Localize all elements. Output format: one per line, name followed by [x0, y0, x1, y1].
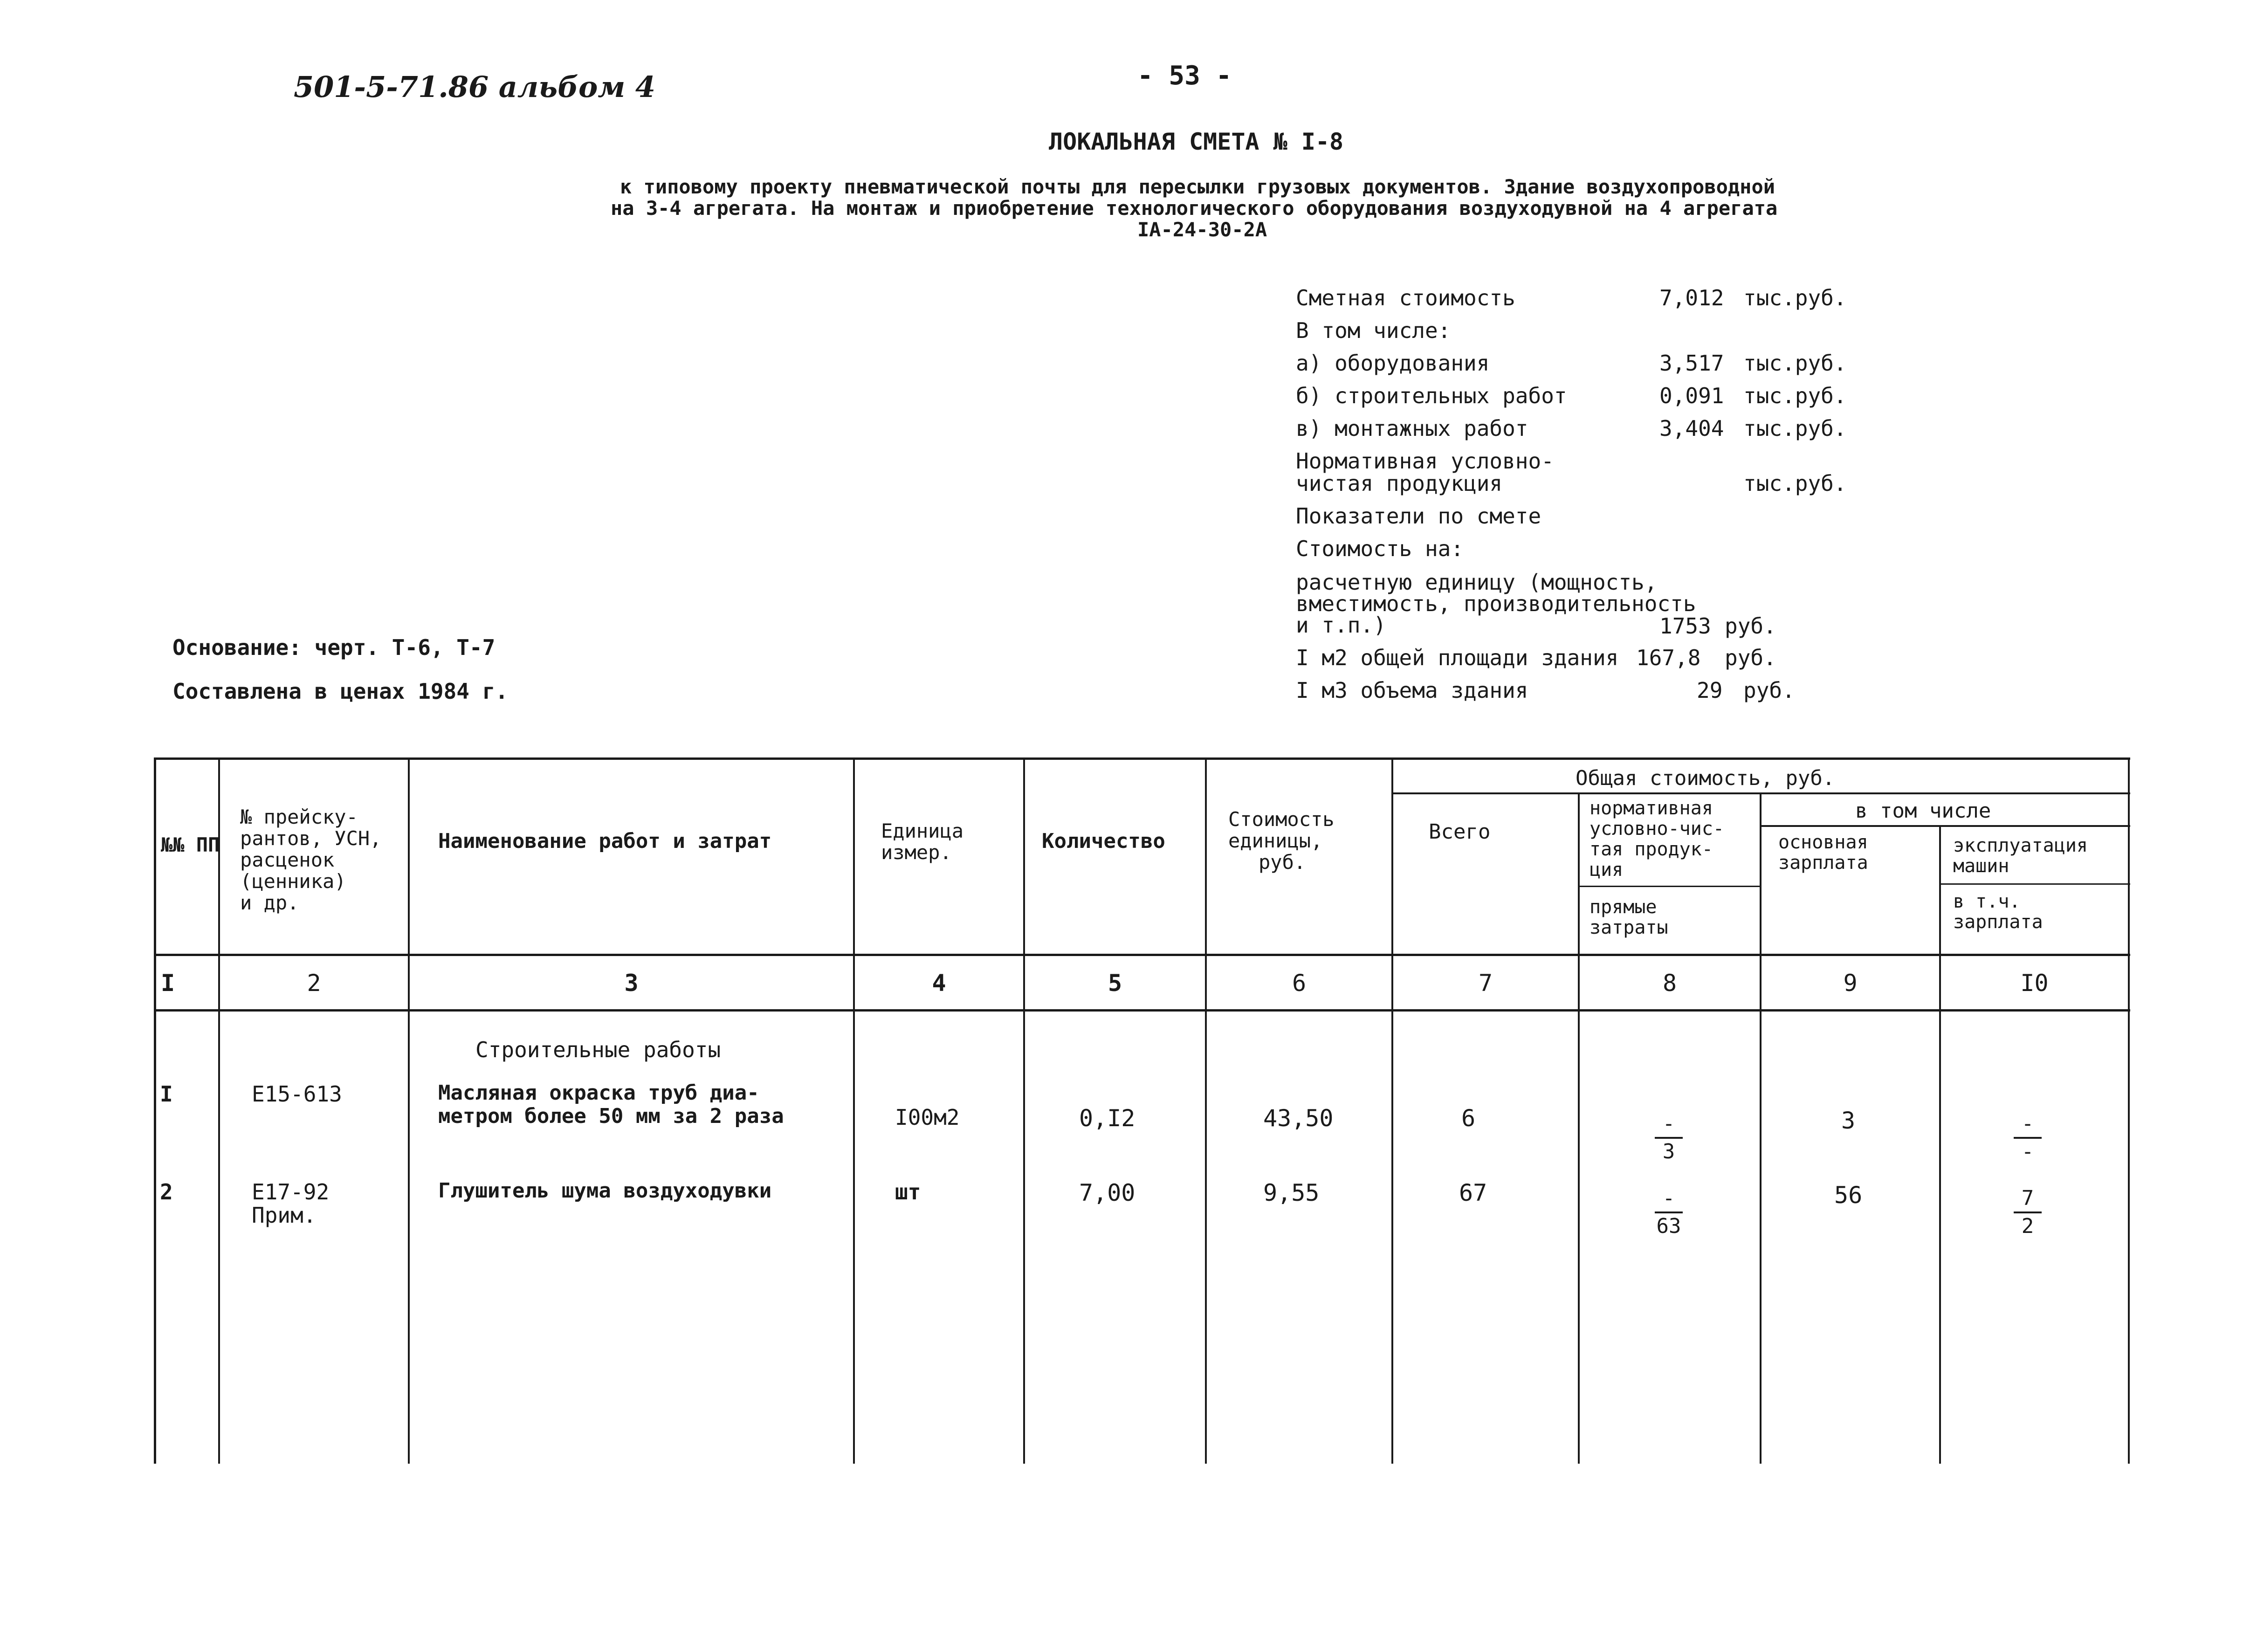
header-col1: №№ ПП [161, 833, 220, 856]
summary-cost-label: Сметная стоимость [1296, 285, 1515, 310]
header-col2-l4: (ценника) [240, 870, 346, 893]
row-code-line-2: Прим. [252, 1203, 317, 1228]
summary-volume-value: 29 [1697, 678, 1723, 703]
summary-cost-value: 7,012 [1659, 285, 1724, 310]
header-col2-l2: рантов, УСН, [240, 827, 382, 850]
colnum-4: 4 [932, 970, 946, 997]
row-name-line-2: метром более 50 мм за 2 раза [438, 1104, 784, 1128]
row-unit: шт [895, 1179, 921, 1205]
header-col10-sub-l2: зарплата [1953, 911, 2043, 933]
row-col8-bottom: 63 [1656, 1214, 1681, 1238]
table-top-border [154, 757, 2130, 760]
summary-construction-label: б) строительных работ [1296, 383, 1567, 408]
table-vline-2 [408, 757, 410, 1464]
header-including-group: в том числе [1855, 799, 1991, 823]
summary-unit-value: 1753 [1659, 613, 1711, 639]
summary-volume-unit: руб. [1743, 678, 1795, 703]
colnum-9: 9 [1843, 970, 1858, 997]
header-col6-l1: Стоимость [1228, 808, 1335, 831]
table-vline-10 [2128, 757, 2130, 1464]
handwritten-album-reference: 501-5-71.86 альбом 4 [294, 70, 655, 104]
summary-cost-per-label: Стоимость на: [1296, 536, 1464, 561]
colnum-3: 3 [624, 970, 639, 997]
row-col10-fraction [2004, 1112, 2051, 1164]
table-subgroup-line [1760, 825, 2130, 827]
header-col8-l3: тая продук- [1590, 839, 1713, 860]
table-vline-1 [218, 757, 220, 1464]
header-total-group: Общая стоимость, руб. [1576, 766, 1835, 790]
row-col10-bottom: - [2021, 1140, 2034, 1163]
row-col10-top: - [2021, 1112, 2034, 1136]
row-name-line-1: Масляная окраска труб диа- [438, 1081, 759, 1105]
basis-price-year: Составлена в ценах 1984 г. [172, 679, 509, 704]
subtitle-line-1: к типовому проекту пневматической почты для пересылки грузовых документов. Здание воздухопроводной [620, 175, 1775, 198]
summary-volume-label: I м3 объема здания [1296, 678, 1528, 703]
header-col9-l2: зарплата [1778, 852, 1868, 874]
table-vline-8 [1760, 792, 1762, 1464]
row-total: 6 [1461, 1105, 1476, 1132]
row-number: 2 [160, 1179, 173, 1205]
header-col2-l1: № прейску- [240, 805, 358, 828]
summary-cost-unit: тыс.руб. [1743, 285, 1847, 310]
header-col8-l4: ция [1590, 859, 1624, 881]
colnum-1: I [161, 970, 175, 997]
row-total: 67 [1459, 1179, 1487, 1206]
summary-installation-label: в) монтажных работ [1296, 416, 1528, 441]
row-col9: 56 [1834, 1182, 1863, 1209]
header-col2-l3: расценок [240, 848, 335, 871]
summary-net-product-label-2: чистая продукция [1296, 471, 1503, 496]
summary-net-product-label-1: Нормативная условно- [1296, 448, 1554, 474]
row-col10-fraction [2004, 1186, 2051, 1239]
section-title: Строительные работы [475, 1037, 721, 1062]
summary-equipment-value: 3,517 [1659, 351, 1724, 376]
summary-area-label: I м2 общей площади здания [1296, 645, 1619, 670]
header-col7: Всего [1429, 820, 1491, 844]
summary-unit-label-2: вместимость, производительность [1296, 591, 1696, 616]
table-vline-5 [1205, 757, 1207, 1464]
table-vline-6 [1391, 757, 1393, 1464]
table-header-bottom [154, 954, 2130, 956]
row-code: Е15-613 [252, 1081, 342, 1107]
row-col8-bottom: 3 [1662, 1140, 1675, 1163]
summary-unit-label-1: расчетную единицу (мощность, [1296, 570, 1658, 595]
summary-equipment-unit: тыс.руб. [1743, 351, 1847, 376]
summary-equipment-label: а) оборудования [1296, 351, 1490, 376]
summary-unit-unit: руб. [1725, 613, 1776, 639]
row-name: Глушитель шума воздуходувки [438, 1179, 772, 1203]
summary-installation-unit: тыс.руб. [1743, 416, 1847, 441]
header-col10-l2: машин [1953, 855, 2009, 877]
page-title: ЛОКАЛЬНАЯ СМЕТА № I-8 [1049, 128, 1344, 155]
row-unit: I00м2 [895, 1105, 960, 1130]
row-quantity: 0,I2 [1079, 1105, 1135, 1132]
header-col4-l1: Единица [881, 819, 964, 842]
header-col8-l2: условно-чис- [1590, 818, 1724, 840]
colnum-2: 2 [307, 970, 321, 997]
colnum-7: 7 [1478, 970, 1493, 997]
colnum-5: 5 [1108, 970, 1122, 997]
table-colnum-bottom [154, 1009, 2130, 1012]
row-unit-price: 9,55 [1263, 1179, 1320, 1206]
row-col8-fraction [1645, 1186, 1692, 1239]
header-col10-sub-l1: в т.ч. [1953, 891, 2021, 912]
row-number: I [160, 1081, 173, 1107]
row-col10-top: 7 [2021, 1186, 2034, 1210]
summary-construction-unit: тыс.руб. [1743, 383, 1847, 408]
header-col4-l2: измер. [881, 841, 952, 864]
summary-indicators-label: Показатели по смете [1296, 503, 1541, 529]
summary-net-product-unit: тыс.руб. [1743, 471, 1847, 496]
row-col10-bottom: 2 [2021, 1214, 2034, 1238]
table-col10-divider [1939, 883, 2130, 885]
subtitle-line-3: IА-24-30-2А [1137, 218, 1267, 241]
row-col8-top: - [1662, 1186, 1675, 1210]
header-col10-l1: эксплуатация [1953, 835, 2088, 856]
header-col9-l1: основная [1778, 832, 1868, 853]
table-vline-3 [853, 757, 855, 1464]
header-col6-l2: единицы, [1228, 829, 1323, 852]
fraction-bar [1655, 1137, 1683, 1139]
basis-drawings: Основание: черт. Т-6, Т-7 [172, 635, 495, 660]
fraction-bar [2014, 1211, 2042, 1213]
header-col8-sub-l2: затраты [1590, 917, 1668, 938]
colnum-8: 8 [1662, 970, 1677, 997]
table-vline-0 [154, 757, 156, 1464]
summary-area-unit: руб. [1725, 645, 1776, 670]
header-col3: Наименование работ и затрат [438, 829, 772, 853]
summary-installation-value: 3,404 [1659, 416, 1724, 441]
summary-including-label: В том числе: [1296, 318, 1451, 343]
row-unit-price: 43,50 [1263, 1105, 1334, 1132]
header-col8-sub-l1: прямые [1590, 896, 1657, 918]
table-vline-4 [1023, 757, 1025, 1464]
page-number: - 53 - [1137, 61, 1232, 91]
row-col8-top: - [1662, 1112, 1675, 1136]
subtitle-line-2: на 3-4 агрегата. На монтаж и приобретение технологического оборудования воздуходувной на 4 агрегата [611, 197, 1778, 220]
fraction-bar [1655, 1211, 1683, 1213]
row-code-line-1: Е17-92 [252, 1179, 330, 1205]
row-quantity: 7,00 [1079, 1179, 1135, 1206]
header-col6-l3: руб. [1259, 851, 1306, 874]
header-col2-l5: и др. [240, 891, 299, 914]
colnum-6: 6 [1292, 970, 1307, 997]
table-vline-9 [1939, 825, 1941, 1464]
summary-construction-value: 0,091 [1659, 383, 1724, 408]
header-col8-l1: нормативная [1590, 798, 1713, 819]
fraction-bar [2014, 1137, 2042, 1139]
table-vline-7 [1578, 792, 1580, 1464]
summary-unit-label-3: и т.п.) [1296, 613, 1386, 638]
summary-area-value: 167,8 [1636, 645, 1701, 670]
header-col5: Количество [1042, 829, 1165, 853]
row-col8-fraction [1645, 1112, 1692, 1164]
colnum-10: I0 [2020, 970, 2049, 997]
table-col8-divider [1578, 886, 1760, 887]
row-col9: 3 [1841, 1107, 1856, 1134]
